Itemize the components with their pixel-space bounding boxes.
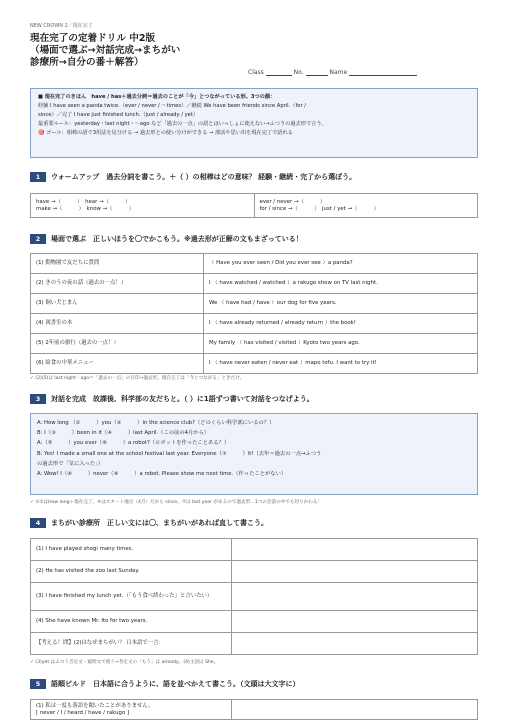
sentence-cell[interactable]: I （ have never eaten / never eat ）mapo tofu. I want to try it! <box>204 354 478 374</box>
table-row <box>31 334 478 354</box>
scene-cell: (3) 飼い犬じまん <box>31 294 204 314</box>
clinic-sentence: (3) I have finished my lunch yet.（「もう食べ終わった」と言いたい） <box>31 583 232 611</box>
sentence-cell[interactable]: My family （ has visited / visited ）Kyoto two years ago. <box>204 334 478 354</box>
answer-cell[interactable] <box>232 561 478 583</box>
scene-cell: (6) 給食の中華メニュー <box>31 354 204 374</box>
clinic-sentence: (1) I have played shogi many times. <box>31 539 232 561</box>
title-line-2: （場面で選ぶ→対話完成→まちがい <box>30 45 181 56</box>
summary-box <box>30 88 478 158</box>
series-label: NEW CROWN 2／現在完了 <box>30 23 93 29</box>
no-label: No. <box>293 69 304 76</box>
order-question <box>31 700 232 720</box>
scene-cell: (4) 図書室の本 <box>31 314 204 334</box>
section-2-heading <box>30 234 303 245</box>
section-2-note: ✓ (2)(5)は last night・ago＝「過去の一点」の目印→過去形。現在完了は「今とつながる」ときだけ。 <box>30 376 245 381</box>
table-row <box>31 611 478 633</box>
warmup-item: have →（ ） hear →（ ） <box>36 198 131 205</box>
section-1-heading <box>30 172 356 183</box>
section-4-note: ✓ (3)yet はふつう否定文・疑問文で使う→肯定文の「もう」は already。(4)主語は She。 <box>30 660 219 665</box>
section-3-heading <box>30 394 314 405</box>
scene-cell: (2) きのうの夜の話（過去の一点！） <box>31 274 204 294</box>
name-field[interactable] <box>349 68 417 76</box>
warmup-item: for / since →（ ） just / yet →（ ） <box>259 205 379 212</box>
scene-cell: (1) 動物園で友だちに質問 <box>31 254 204 274</box>
section-5-heading <box>30 679 300 690</box>
section-title: ウォームアップ 過去分詞を書こう。＋（ ）の相棒はどの意味？ 経験・継続・完了から選ぼう。 <box>51 173 357 181</box>
answer-cell[interactable] <box>232 633 478 655</box>
dialogue-line[interactable]: B: Yes! I made a small one at the school festival last year. Everyone（⑦ ）it!（去年＝過去の一点→ふつう <box>37 450 322 457</box>
class-field[interactable] <box>266 68 292 76</box>
table-row <box>31 633 478 655</box>
section-3-note: ✓ ①②はHow long＋現在完了。④はスタート地点（4月）だから since。⑦は last year があるので過去形…1つの会話の中でも切りかわる！ <box>30 500 323 505</box>
section-4-heading <box>30 518 268 529</box>
answer-cell[interactable] <box>232 583 478 611</box>
section-number: 5 <box>30 679 46 689</box>
table-row <box>31 561 478 583</box>
table-row <box>31 539 478 561</box>
summary-line: ■ 現在完了のきほん have / has＋過去分詞＝過去のことが「今」とつながっている形。3つの顔： <box>38 94 276 100</box>
table-row <box>31 354 478 374</box>
table-row <box>31 583 478 611</box>
clinic-table <box>30 538 478 655</box>
sentence-cell[interactable]: （ Have you ever seen / Did you ever see ）a panda? <box>204 254 478 274</box>
summary-line: 経験 I have seen a panda twice.（ever / never / ～times）／継続 We have been friends since April.（for / <box>38 103 306 109</box>
sentence-cell[interactable]: I （ have watched / watched ）a rakugo show on TV last night. <box>204 274 478 294</box>
order-prompt: (1) 私は一度も落語を聞いたことがありません。 <box>36 702 154 709</box>
dialogue-line[interactable]: B: I（③ ）been in it（④ ）last April.（この前の4月から） <box>37 430 210 437</box>
table-row <box>31 254 478 274</box>
table-row <box>31 700 478 720</box>
name-label: Name <box>329 69 348 76</box>
student-info <box>248 68 417 76</box>
summary-line: 🎯 ゴール：相棒の語で3用法を見分ける → 過去形との使い分けができる → 部活や思い出を現在完了で語れる <box>38 130 293 136</box>
title-line-1: 現在完了の定着ドリル 中2版 <box>30 33 156 44</box>
answer-cell[interactable] <box>232 611 478 633</box>
order-table <box>30 699 478 720</box>
number-field[interactable] <box>306 68 328 76</box>
section-number: 2 <box>30 234 46 244</box>
section-number: 1 <box>30 172 46 182</box>
warmup-left-cell[interactable] <box>31 194 255 218</box>
dialogue-line[interactable]: A: Wow! I（⑧ ）never（⑨ ）a robot. Please show me next time.（作ったことがない） <box>37 471 287 478</box>
warmup-item: make →（ ） know →（ ） <box>36 205 135 212</box>
answer-cell[interactable] <box>232 700 478 720</box>
dialogue-line[interactable]: A: How long （① ）you（② ）in the science club?（どのくらい科学部にいるの？） <box>37 420 275 426</box>
sentence-cell[interactable]: I （ have already returned / already return ）the book! <box>204 314 478 334</box>
section-title: 場面で選ぶ 正しいほうを〇でかこもう。※過去形が正解の文もまざっている！ <box>51 235 303 243</box>
sentence-cell[interactable]: We （ have had / have ）our dog for five years. <box>204 294 478 314</box>
choice-table <box>30 253 478 374</box>
section-title: まちがい診療所 正しい文には〇、まちがいがあれば直して書こう。 <box>51 519 268 527</box>
warmup-right-cell[interactable] <box>254 194 478 218</box>
warmup-table <box>30 193 478 218</box>
order-words: [ never / I / heard / have / rakugo ] <box>36 709 130 716</box>
dialogue-line: の過去形で「気に入った」） <box>37 460 104 467</box>
clinic-sentence: (2) He has visited the zoo last Sunday. <box>31 561 232 583</box>
scene-cell: (5) 2年前の旅行（過去の一点！） <box>31 334 204 354</box>
summary-line: since）／完了 I have just finished lunch.（just / already / yet） <box>38 112 199 118</box>
summary-line: 最重要ルール：yesterday・last night・～ago など「過去の一点」の語とはいっしょに使えない→ふつうの過去形で言う。 <box>38 121 327 127</box>
clinic-sentence: (4) She have known Mr. Ito for two years. <box>31 611 232 633</box>
page-title <box>30 33 180 69</box>
dialogue-line[interactable]: A:（⑤ ）you ever（⑥ ）a robot?（ロボットを作ったことある？） <box>37 440 230 447</box>
section-title: 対話を完成 故課後、科学部の友だちと。（ ）に1語ずつ書いて対話をつなげよう。 <box>51 395 314 403</box>
dialogue-box <box>30 413 478 495</box>
table-row <box>31 294 478 314</box>
warmup-item: ever / never →（ ） <box>259 198 326 205</box>
table-row <box>31 274 478 294</box>
table-row <box>31 314 478 334</box>
class-label: Class <box>248 69 264 76</box>
section-number: 4 <box>30 518 46 528</box>
section-number: 3 <box>30 394 46 404</box>
title-line-3: 診療所→自分の番＋解答） <box>30 57 144 68</box>
clinic-question: 【考える！問】(2)はなぜまちがい？ 日本語で一言： <box>31 633 232 655</box>
answer-cell[interactable] <box>232 539 478 561</box>
section-title: 語順ビルド 日本語に合うように、語を並べかえて書こう。（文頭は大文字に） <box>51 680 300 688</box>
